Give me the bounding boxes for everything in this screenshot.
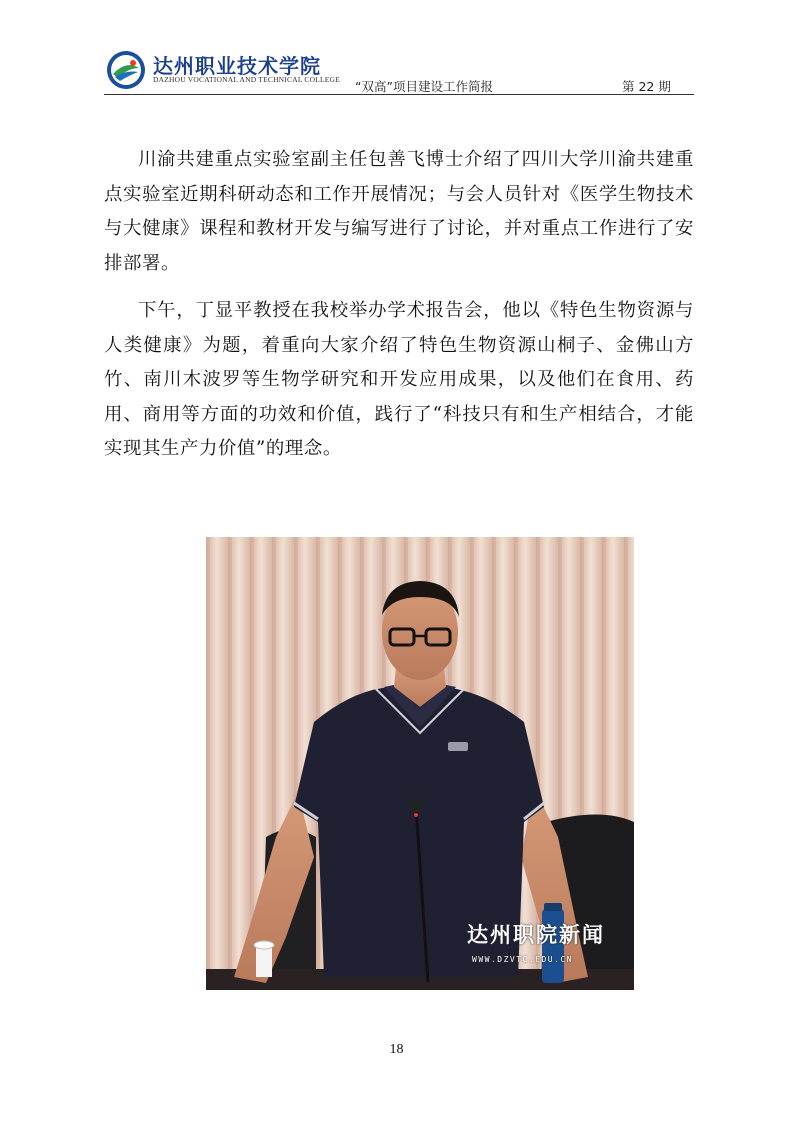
article-body [104,143,694,480]
school-name-cn: 达州职业技术学院 [153,54,321,78]
photo-watermark: 达州职院新闻 [467,923,605,947]
photo-watermark-url: WWW.DZVTC.EDU.CN [472,955,574,964]
paragraph: 川渝共建重点实验室副主任包善飞博士介绍了四川大学川渝共建重点实验室近期科研动态和工作开展情况；与会人员针对《医学生物技术与大健康》课程和教材开发与编写进行了讨论，并对重点工作进行了安排部署。 [104,149,694,274]
issue-number: 第 22 期 [622,79,671,94]
header-divider [104,94,694,95]
school-name-en: DAZHOU VOCATIONAL AND TECHNICAL COLLEGE [153,75,340,84]
paragraph: 下午，丁显平教授在我校举办学术报告会，他以《特色生物资源与人类健康》为题，着重向大家介绍了特色生物资源山桐子、金佛山方竹、南川木波罗等生物学研究和开发应用成果，以及他们在食用、药用、商用等方面的功效和价值，践行了“科技只有和生产相结合，才能实现其生产力价值”的理念。 [104,300,694,459]
page-number: 18 [389,1042,404,1057]
bulletin-title: “双高”项目建设工作简报 [355,79,493,94]
college-logo [106,50,146,90]
